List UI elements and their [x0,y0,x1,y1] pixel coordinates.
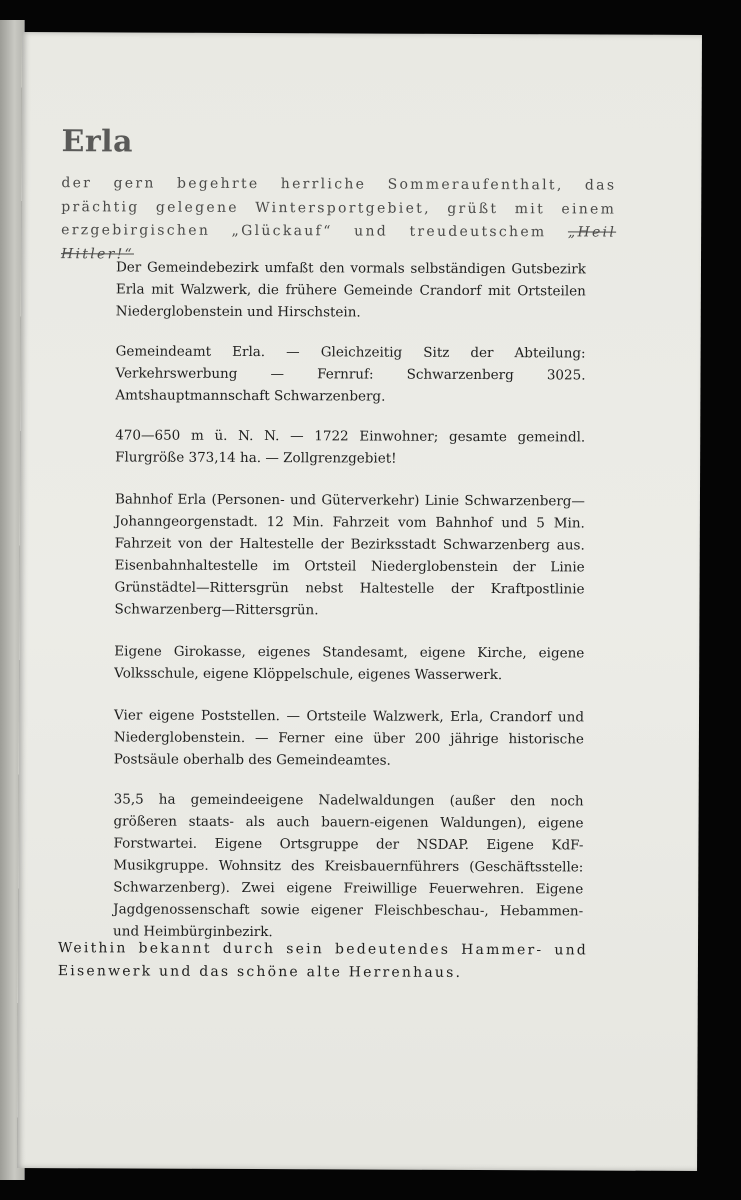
paragraph-bahnhof: Bahnhof Erla (Personen- und Güterverkehr) Linie Schwarzenberg—Johanngeorgenstadt. 12 Min. Fahrzeit vom Bahnhof und 5 Min. Fahrzeit von der Haltestelle der Bezirksstadt Schwarzenberg aus. Eisenbahnhaltestelle im Ortsteil Niederglobenstein der Linie Grünstädtel—Rittersgrün nebst Haltestelle der Kraftpostlinie Schwarzenberg—Rittersgrün. [114,491,585,619]
paragraph-einrichtungen: Eigene Girokasse, eigenes Standesamt, eigene Kirche, eigene Volksschule, eigene Klöppelschule, eigenes Wasserwerk. [114,643,585,684]
paragraph-gemeindeamt: Gemeindeamt Erla. — Gleichzeitig Sitz der Abteilung: Verkehrswerbung — Fernruf: Schwarzenberg 3025. Amtshauptmannschaft Schwarzenberg. [115,343,586,405]
intro-main: der gern begehrte herrliche Sommeraufenthalt, das prächtig gelegene Wintersportgebiet, grüßt mit einem erzgebirgischen „Glückauf“ und treudeutschem [61,175,617,241]
struck-greeting: „Heil Hitler!“ [60,224,617,262]
paragraph-hoehe-einwohner: 470—650 m ü. N. N. — 1722 Einwohner; gesamte gemeindl. Flurgröße 373,14 ha. — Zollgrenzgebiet! [115,427,586,467]
document-page [17,32,702,1171]
paragraph-gemeindebezirk: Der Gemeindebezirk umfaßt den vormals selbständigen Gutsbezirk Erla mit Walzwerk, die frühere Gemeinde Crandorf mit Ortsteilen Niederglobenstein und Hirschstein. [115,259,587,321]
paragraph-poststellen: Vier eigene Poststellen. — Ortsteile Walzwerk, Erla, Crandorf und Niederglobenstein. — Ferner eine über 200 jährige historische Postsäule oberhalb des Gemeindeamtes. [113,707,585,769]
page-title: Erla [61,124,134,160]
paragraph-waldungen: 35,5 ha gemeindeeigene Nadelwaldungen (außer den noch größeren staats- als auch bauern-eigenen Waldungen), eigene Forstwartei. Eigene Ortsgruppe der NSDAP. Eigene KdF-Musikgruppe. Wohnsitz des Kreisbauernführers (Geschäftsstelle: Schwarzenberg). Zwei eigene Freiwillige Feuerwehren. Eigene Jagdgenossenschaft sowie eigener Fleischbeschau-, Hebammen- und Heimbürginbezirk. [113,791,584,941]
closing-text: Weithin bekannt durch sein bedeutendes Hammer- und Eisenwerk und das schöne alte Herrenhaus. [57,940,589,981]
intro-text [61,172,616,268]
